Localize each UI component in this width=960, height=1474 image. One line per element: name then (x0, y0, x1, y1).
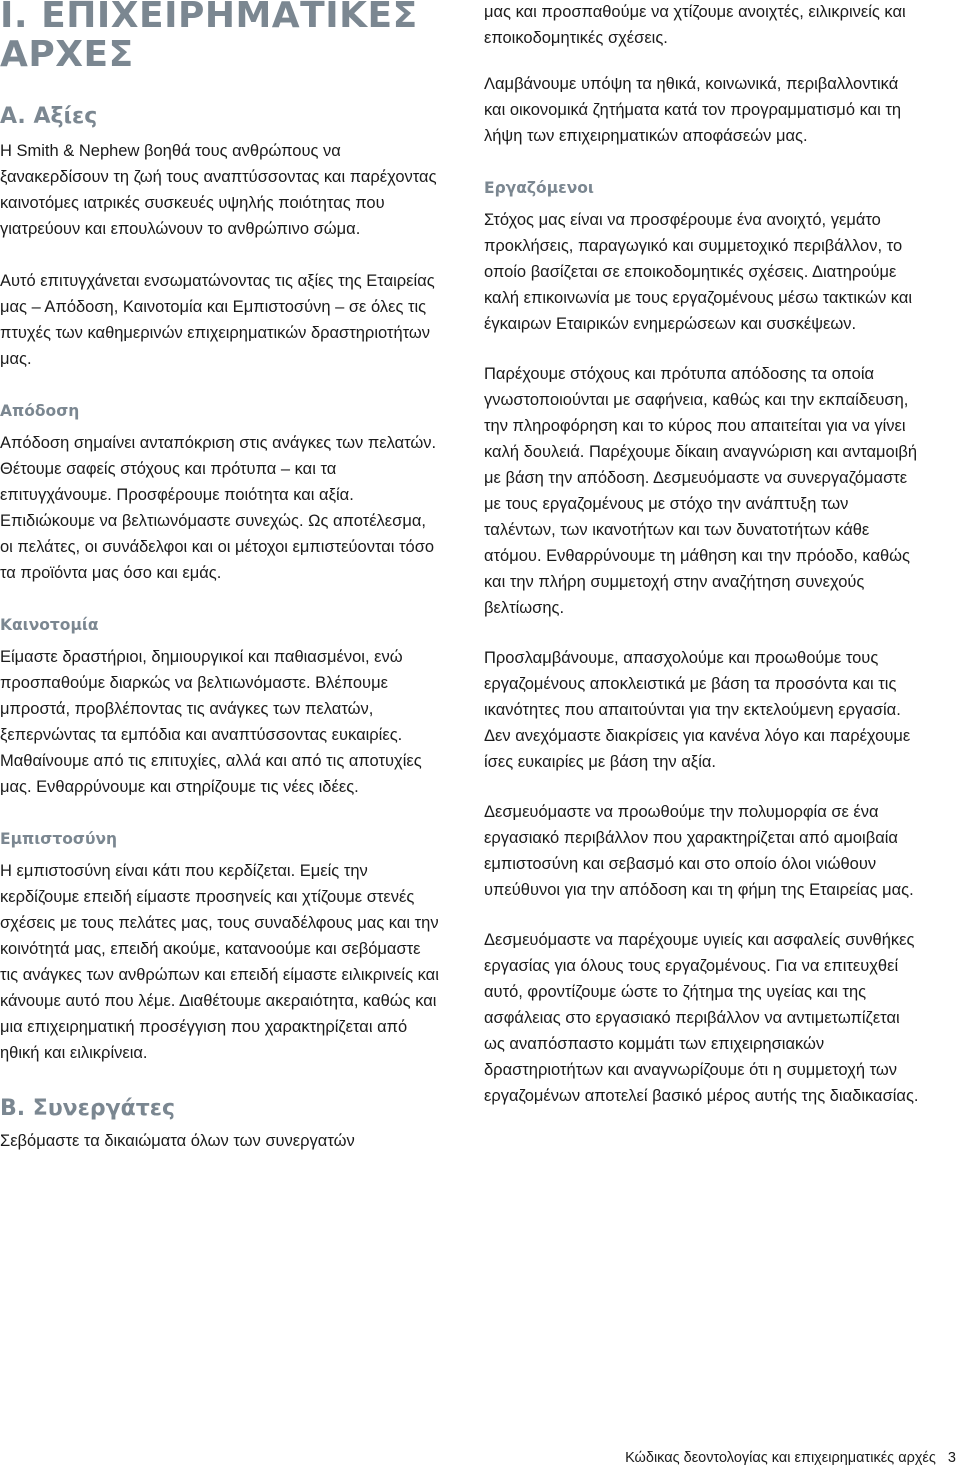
partners-continued-paragraph: μας και προσπαθούμε να χτίζουμε ανοιχτές, ειλικρινείς και εποικοδομητικές σχέσεις. (484, 3, 906, 47)
innovation-paragraph: Είμαστε δραστήριοι, δημιουργικοί και παθιασμένοι, ενώ προσπαθούμε διαρκώς να βελτιωνόμαστε. Βλέπουμε μπροστά, προβλέποντας τις ανάγκες των πελατών, ξεπερνώντας τα εμπόδια και αναπτύσσοντας ευκαιρίες. Μαθαίνουμε από τις επιτυχίες, αλλά και από τις αποτυχίες μας. Ενθαρρύνουμε και στηρίζουμε τις νέες ιδέες. (0, 648, 422, 796)
page-number: 3 (947, 1450, 956, 1466)
right-column (484, 0, 924, 1109)
performance-paragraph: Απόδοση σημαίνει ανταπόκριση στις ανάγκες των πελατών. Θέτουμε σαφείς στόχους και πρότυπα – και τα επιτυγχάνουμε. Προσφέρουμε ποιότητα και αξία. Επιδιώκουμε να βελτιωνόμαστε συνεχώς. Ως αποτέλεσμα, οι πελάτες, οι συνάδελφοι και οι μέτοχοι εμπιστεύονται τόσο τα προϊόντα μας όσο και εμάς. (0, 434, 437, 582)
values-paragraph: Αυτό επιτυγχάνεται ενσωματώνοντας τις αξίες της Εταιρείας μας – Απόδοση, Καινοτομία και Εμπιστοσύνη – σε όλες τις πτυχές των καθημερινών επιχειρηματικών δραστηριοτήτων μας. (0, 272, 435, 368)
footer-title: Κώδικας δεοντολογίας και επιχειρηματικές αρχές (625, 1450, 936, 1466)
page-title (0, 0, 440, 74)
partners-paragraph: Σεβόμαστε τα δικαιώματα όλων των συνεργατών (0, 1132, 355, 1150)
section-b-title: B. Συνεργάτες (0, 1096, 176, 1121)
employees-paragraph-3: Προσλαμβάνουμε, απασχολούμε και προωθούμε τους εργαζομένους αποκλειστικά με βάση τα προσόντα και τις ικανότητες που απαιτούνται για την εκτελούμενη εργασία. Δεν ανεχόμαστε διακρίσεις για κανένα λόγο και παρέχουμε ίσες ευκαιρίες με βάση την αξία. (484, 649, 911, 771)
employees-paragraph-1: Στόχος μας είναι να προσφέρουμε ένα ανοιχτό, γεμάτο προκλήσεις, παραγωγικό και συμμετοχικό περιβάλλον, το οποίο βασίζεται σε εποικοδομητικές σχέσεις. Διατηρούμε καλή επικοινωνία με τους εργαζομένους μέσω τακτικών και έγκαιρων Εταιρικών ενημερώσεων και συσκέψεων. (484, 211, 913, 333)
trust-paragraph: Η εμπιστοσύνη είναι κάτι που κερδίζεται. Εμείς την κερδίζουμε επειδή είμαστε προσηνείς και χτίζουμε στενές σχέσεις με τους πελάτες μας, τους συναδέλφους μας και την κοινότητά μας, επειδή ακούμε, κατανοούμε και σεβόμαστε τις ανάγκες των ανθρώπων και επειδή είμαστε ειλικρινείς και κάνουμε αυτό που λέμε. Διαθέτουμε ακεραιότητα, καθώς και μια επιχειρηματική προσέγγιση που χαρακτηρίζεται από ηθική και ειλικρίνεια. (0, 862, 439, 1062)
employees-paragraph-5: Δεσμευόμαστε να παρέχουμε υγιείς και ασφαλείς συνθήκες εργασίας για όλους τους εργαζομένους. Για να επιτευχθεί αυτό, φροντίζουμε ώστε το ζήτημα της υγείας και της ασφάλειας στο εργασιακό περιβάλλον να αντιμετωπίζεται ως αναπόσπαστο κομμάτι των επιχειρησιακών δραστηριοτήτων και αναγνωρίζουμε ότι η συμμετοχή των εργαζομένων αποτελεί βασικό μέρος αυτής της διαδικασίας. (484, 931, 919, 1105)
page-footer (625, 1448, 956, 1468)
section-a-title: A. Αξίες (0, 104, 98, 129)
left-column (0, 0, 440, 1154)
page-title-line-1: I. ΕΠΙΧΕΙΡΗΜΑΤΙΚΕΣ (0, 0, 418, 36)
page-title-line-2: ΑΡΧΕΣ (0, 34, 134, 75)
intro-paragraph: Η Smith & Nephew βοηθά τους ανθρώπους να ξανακερδίσουν τη ζωή τους αναπτύσσοντας και παρέχοντας καινοτόμες ιατρικές συσκευές υψηλής ποιότητας που γιατρεύουν και επουλώνουν το ανθρώπινο σώμα. (0, 142, 437, 238)
innovation-title: Καινοτομία (0, 616, 99, 634)
employees-paragraph-2: Παρέχουμε στόχους και πρότυπα απόδοσης τα οποία γνωστοποιούνται με σαφήνεια, καθώς και την εκπαίδευση, την πληροφόρηση και το κύρος που απαιτείται για να γίνει καλή δουλειά. Παρέχουμε δίκαιη αναγνώριση και ανταμοιβή με βάση την απόδοση. Δεσμευόμαστε να συνεργαζόμαστε με τους εργαζομένους με στόχο την ανάπτυξη των ταλέντων, των ικανοτήτων και των δυνατοτήτων κάθε ατόμου. Ενθαρρύνουμε τη μάθηση και την πρόοδο, καθώς και την πλήρη συμμετοχή στην αναζήτηση συνεχούς βελτίωσης. (484, 365, 918, 617)
employees-title: Εργαζόμενοι (484, 179, 594, 197)
performance-title: Απόδοση (0, 402, 80, 420)
partners-ethics-paragraph: Λαμβάνουμε υπόψη τα ηθικά, κοινωνικά, περιβαλλοντικά και οικονομικά ζητήματα κατά τον προγραμματισμό και τη λήψη των επιχειρηματικών αποφάσεών μας. (484, 75, 902, 145)
employees-paragraph-4: Δεσμευόμαστε να προωθούμε την πολυμορφία σε ένα εργασιακό περιβάλλον που χαρακτηρίζεται από αμοιβαία εμπιστοσύνη και σεβασμό και στο οποίο όλοι νιώθουν υπεύθυνοι για την απόδοση και τη φήμη της Εταιρείας μας. (484, 803, 914, 899)
trust-title: Εμπιστοσύνη (0, 830, 118, 848)
